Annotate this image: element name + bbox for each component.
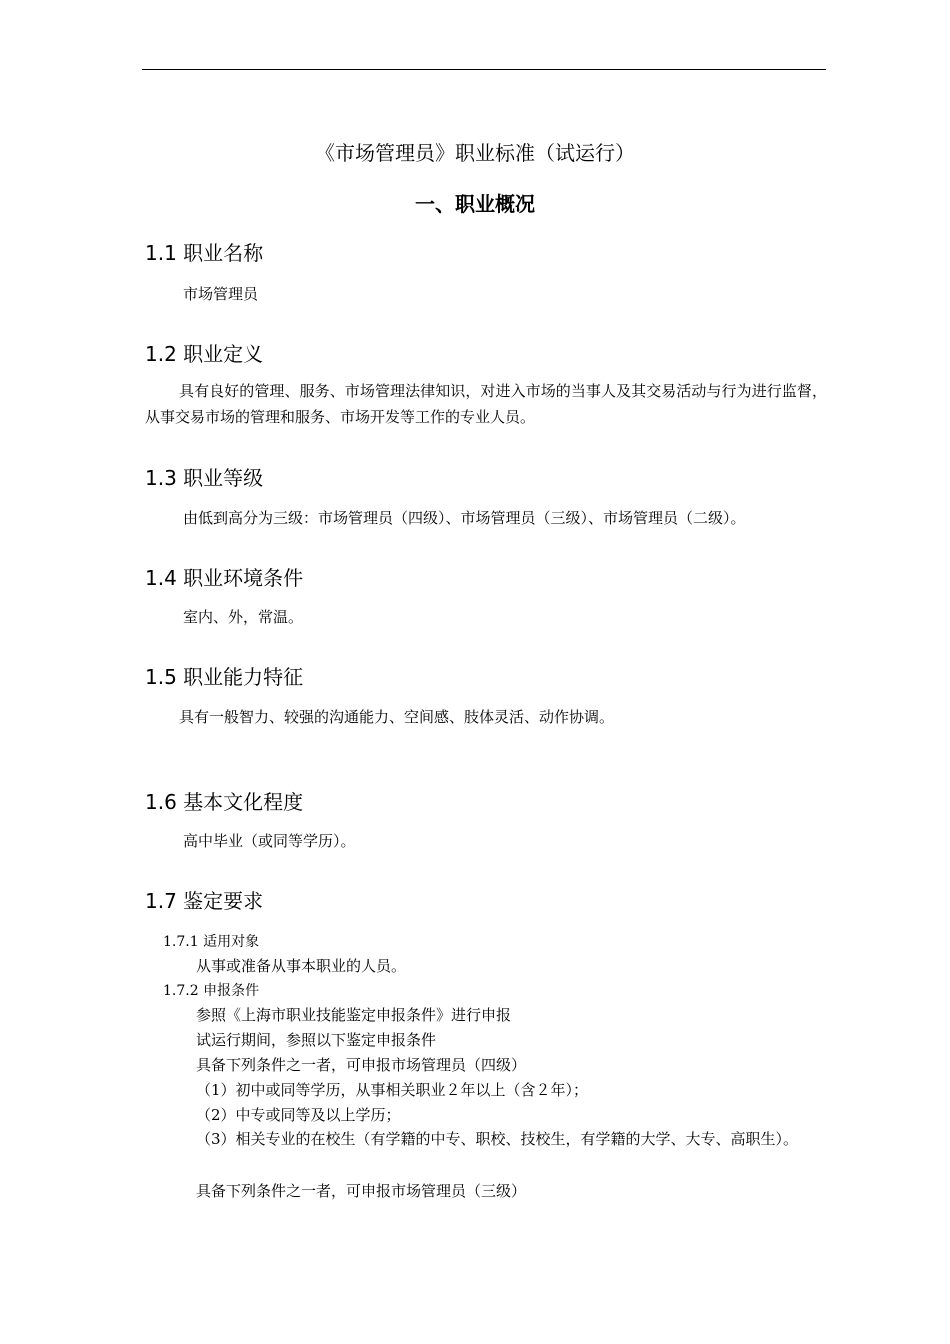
section-heading-1-5: 1.5 职业能力特征 — [145, 665, 304, 689]
section-text-1-3: 由低到高分为三级：市场管理员（四级）、市场管理员（三级）、市场管理员（二级）。 — [183, 509, 746, 527]
section-text-1-2: 具有良好的管理、服务、市场管理法律知识，对进入市场的当事人及其交易活动与行为进行监督，从事交易市场的管理和服务、市场开发等工作的专业人员。 — [145, 382, 827, 426]
subsection-heading-1-7-2: 1.7.2 申报条件 — [163, 983, 260, 999]
section-heading-1-3: 1.3 职业等级 — [145, 466, 264, 490]
list-item: （3）相关专业的在校生（有学籍的中专、职校、技校生，有学籍的大学、大专、高职生）。 — [196, 1130, 799, 1148]
subsection-text-1-7-1: 从事或准备从事本职业的人员。 — [196, 957, 407, 975]
list-item: 试运行期间，参照以下鉴定申报条件 — [196, 1031, 437, 1049]
list-item: （1）初中或同等学历，从事相关职业２年以上（含２年）； — [196, 1081, 589, 1099]
chapter-heading: 一、职业概况 — [415, 192, 535, 216]
header-rule — [142, 69, 826, 70]
subsection-heading-1-7-1: 1.7.1 适用对象 — [163, 934, 260, 950]
section-heading-1-2: 1.2 职业定义 — [145, 342, 264, 366]
section-heading-1-7: 1.7 鉴定要求 — [145, 889, 264, 913]
list-item: 具备下列条件之一者，可申报市场管理员（四级） — [196, 1056, 527, 1074]
section-text-1-1: 市场管理员 — [183, 285, 259, 303]
document-title: 《市场管理员》职业标准（试运行） — [315, 141, 635, 165]
section-heading-1-4: 1.4 职业环境条件 — [145, 566, 304, 590]
section-text-1-6: 高中毕业（或同等学历）。 — [183, 832, 356, 850]
section-text-1-5: 具有一般智力、较强的沟通能力、空间感、肢体灵活、动作协调。 — [179, 708, 615, 726]
list-item: 参照《上海市职业技能鉴定申报条件》进行申报 — [196, 1006, 512, 1024]
section-text-1-4: 室内、外，常温。 — [183, 608, 304, 626]
section-heading-1-1: 1.1 职业名称 — [145, 241, 264, 265]
section-heading-1-6: 1.6 基本文化程度 — [145, 790, 304, 814]
list-item: 具备下列条件之一者，可申报市场管理员（三级） — [196, 1182, 527, 1200]
list-item: （2）中专或同等及以上学历； — [196, 1106, 401, 1124]
